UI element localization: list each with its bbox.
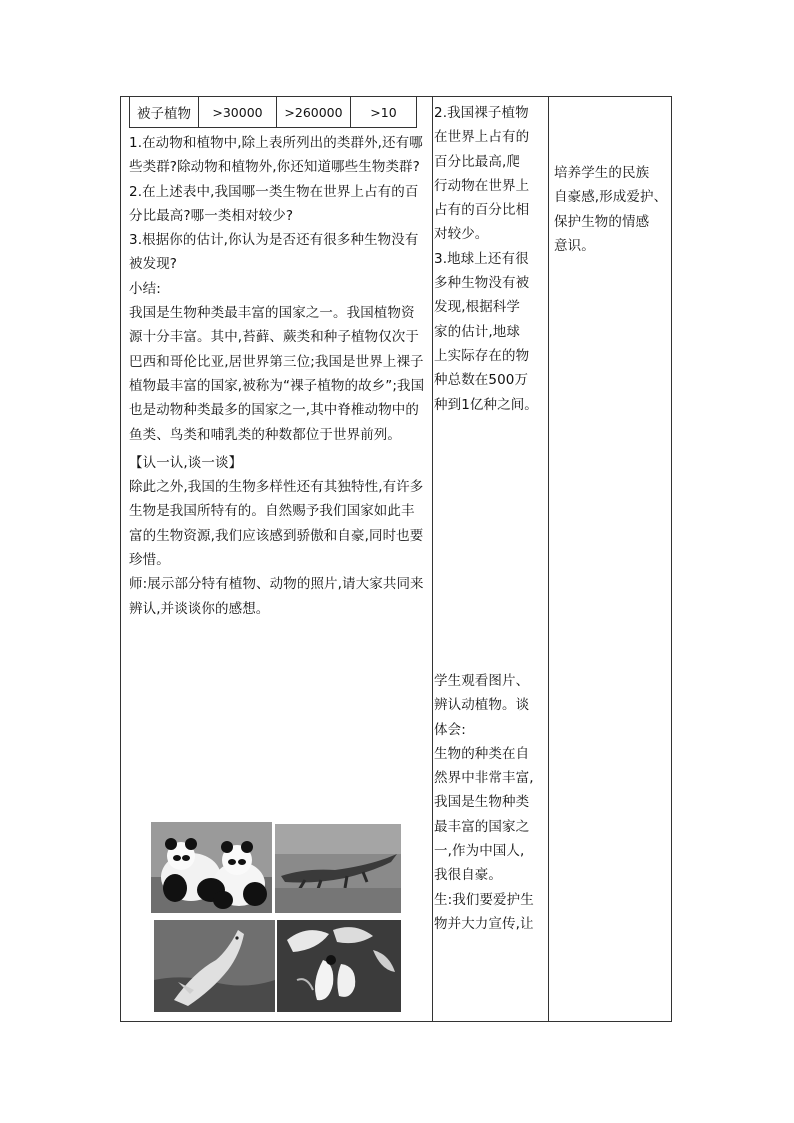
teaching-content [129, 131, 427, 621]
student-line: 对较少。 [434, 226, 489, 243]
giant-panda-photo [151, 822, 272, 913]
student-line: 种到1亿种之间。 [434, 396, 538, 413]
goal-line: 意识。 [554, 237, 595, 254]
student-activity [434, 101, 542, 417]
student-line: 多种生物没有被 [434, 275, 530, 292]
student-reflection [434, 669, 542, 936]
question-1: 1.在动物和植物中,除上表所列出的类群外,还有哪些类群?除动物和植物外,你还知道哪些生物类群? [129, 135, 423, 176]
species-table-value: >30000 [199, 97, 277, 127]
goal-line: 保护生物的情感 [554, 213, 650, 230]
species-table-value: >260000 [277, 97, 351, 127]
design-intent [554, 161, 672, 258]
dove-tree-flower-photo [277, 920, 401, 1012]
goal-line: 自豪感,形成爱护、 [554, 189, 668, 206]
species-table-value: >10 [370, 104, 397, 120]
student-line: 体会: [434, 721, 466, 738]
teacher-instruction: 师:展示部分特有植物、动物的照片,请大家共同来辨认,并谈谈你的感想。 [129, 576, 424, 617]
species-table-label: 被子植物 [130, 97, 199, 127]
student-line: 然界中非常丰富, [434, 770, 534, 787]
student-line: 上实际存在的物 [434, 347, 530, 364]
lesson-table [120, 96, 672, 1022]
column-divider [548, 97, 549, 1021]
student-line: 行动物在世界上 [434, 177, 530, 194]
summary-heading: 小结: [129, 280, 161, 297]
goal-line: 培养学生的民族 [554, 165, 650, 181]
question-2: 2.在上述表中,我国哪一类生物在世界上占有的百分比最高?哪一类相对较少? [129, 183, 419, 224]
activity-heading: 【认一认,谈一谈】 [129, 454, 243, 471]
student-line: 2.我国裸子植物 [434, 105, 529, 121]
student-line: 家的估计,地球 [434, 323, 520, 340]
student-line: 学生观看图片、 [434, 673, 530, 689]
student-line: 种总数在500万 [434, 372, 529, 389]
species-table-row [129, 97, 417, 128]
chinese-alligator-photo [275, 824, 401, 913]
student-line: 我很自豪。 [434, 867, 502, 884]
student-line: 发现,根据科学 [434, 299, 520, 316]
student-line: 百分比最高,爬 [434, 153, 520, 170]
student-line: 最丰富的国家之 [434, 818, 530, 835]
column-divider [432, 97, 433, 1021]
student-line: 一,作为中国人, [434, 843, 525, 860]
student-line: 辨认动植物。谈 [434, 697, 530, 714]
summary-text: 我国是生物种类最丰富的国家之一。我国植物资源十分丰富。其中,苔藓、蕨类和种子植物仅次于巴西和哥伦比亚,居世界第三位;我国是世界上裸子植物最丰富的国家,被称为“裸子植物的故乡”;我国也是动物种类最多的国家之一,其中脊椎动物中的鱼类、鸟类和哺乳类的种数都位于世界前列。 [129, 305, 425, 443]
student-line: 占有的百分比相 [434, 202, 530, 219]
activity-text: 除此之外,我国的生物多样性还有其独特性,有许多生物是我国所特有的。自然赐予我们国家如此丰富的生物资源,我们应该感到骄傲和自豪,同时也要珍惜。 [129, 479, 424, 569]
student-line: 在世界上占有的 [434, 129, 530, 146]
student-line: 生物的种类在自 [434, 745, 530, 762]
baiji-dolphin-photo [154, 920, 275, 1012]
question-3: 3.根据你的估计,你认为是否还有很多种生物没有被发现? [129, 232, 419, 273]
student-line: 3.地球上还有很 [434, 250, 529, 267]
student-line: 生:我们要爱护生 [434, 891, 534, 908]
student-line: 物并大力宣传,让 [434, 915, 534, 932]
student-line: 我国是生物种类 [434, 794, 530, 811]
